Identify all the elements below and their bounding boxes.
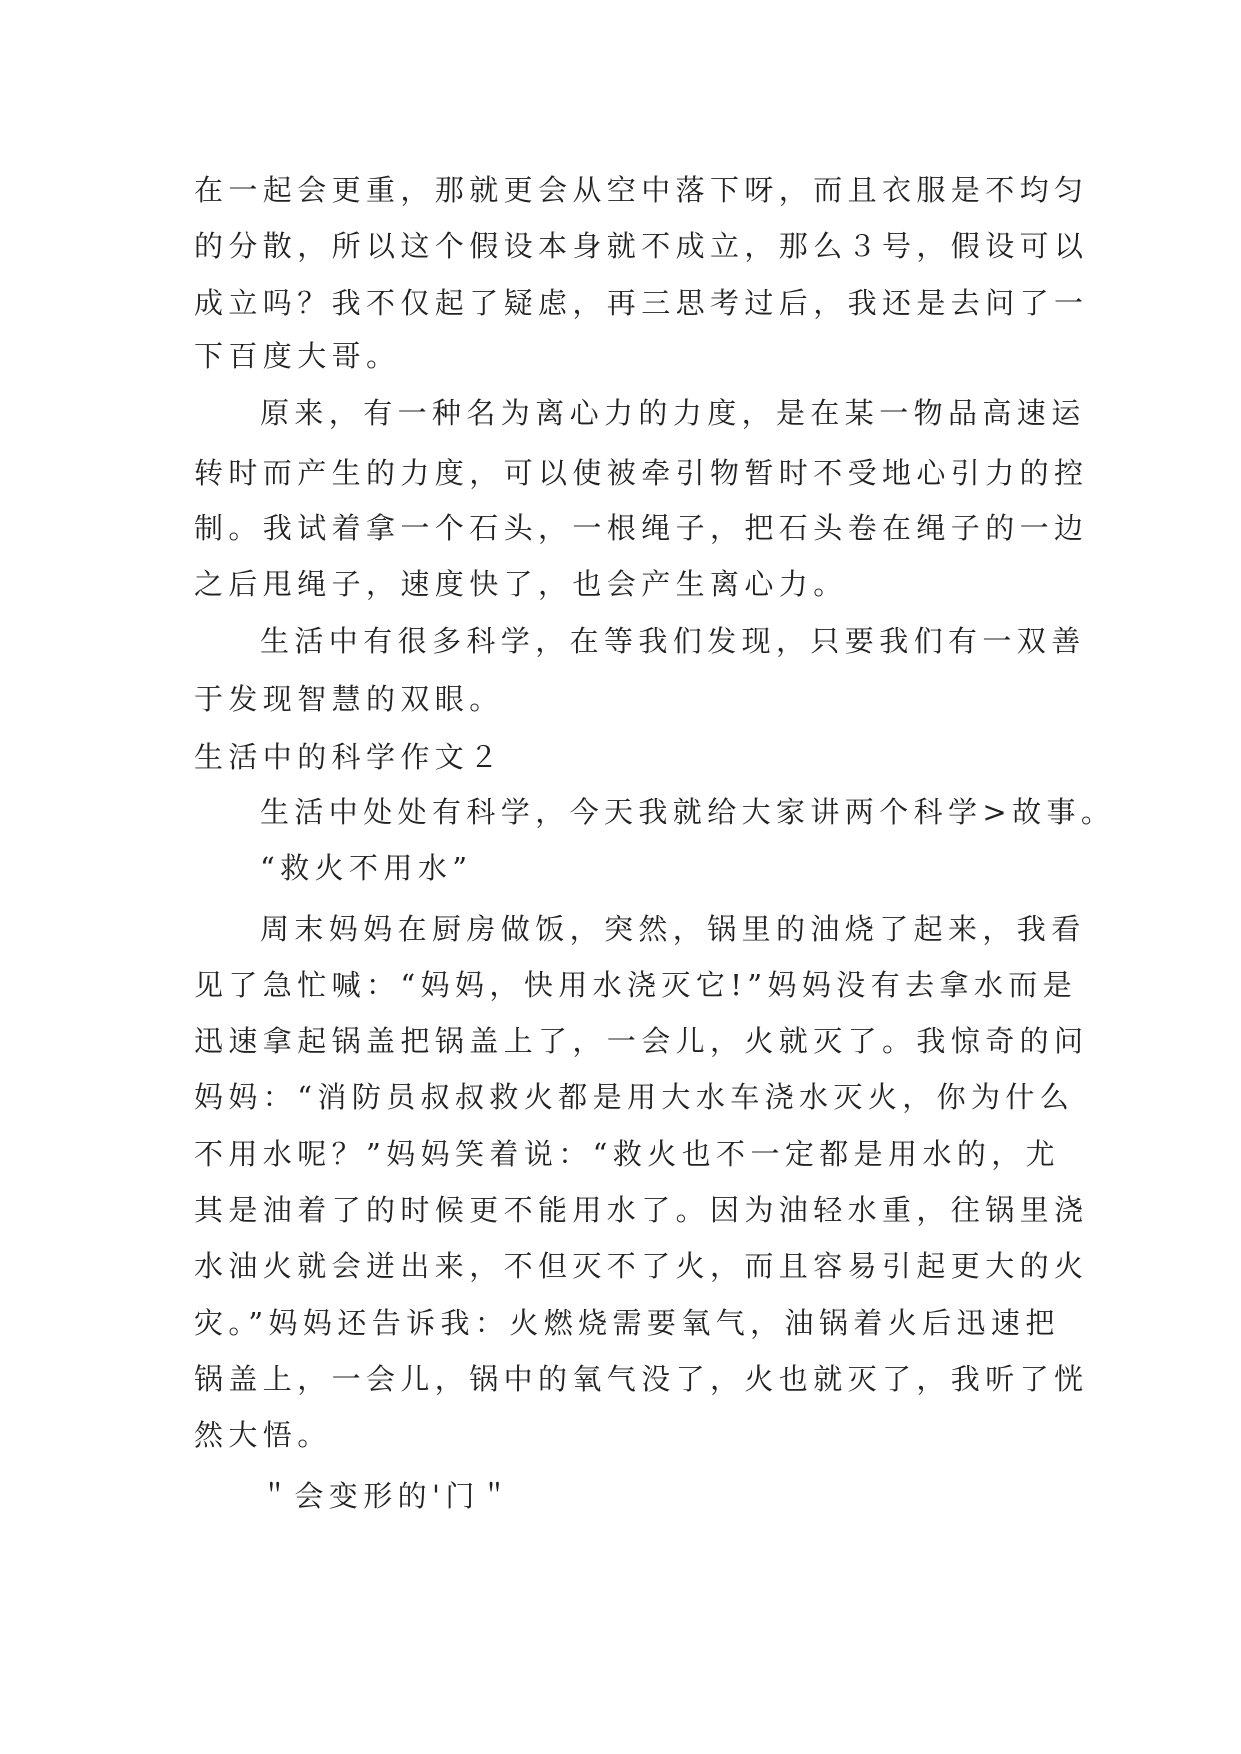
- text-line: 转时而产生的力度，可以使被牵引物暂时不受地心引力的控: [194, 456, 1089, 490]
- text-line: 迅速拿起锅盖把锅盖上了，一会儿，火就灭了。我惊奇的问: [194, 1024, 1089, 1058]
- text-line: 妈妈：“消防员叔叔救火都是用大水车浇水灭火，你为什么: [194, 1080, 1075, 1114]
- text-line: 下百度大哥。: [194, 339, 401, 373]
- text-line: 周末妈妈在厨房做饭，突然，锅里的油烧了起来，我看: [260, 912, 1086, 946]
- text-line: 于发现智慧的双眼。: [194, 682, 504, 716]
- text-line: 其是油着了的时候更不能用水了。因为油轻水重，往锅里浇: [194, 1193, 1089, 1227]
- text-line: 生活中有很多科学，在等我们发现，只要我们有一双善: [260, 624, 1086, 658]
- text-line: 水油火就会迸出来，不但灭不了火，而且容易引起更大的火: [194, 1249, 1089, 1283]
- text-line: 的分散，所以这个假设本身就不成立，那么３号，假设可以: [194, 229, 1089, 263]
- text-line: 不用水呢？”妈妈笑着说：“救火也不一定都是用水的，尤: [194, 1137, 1061, 1171]
- text-line: 在一起会更重，那就更会从空中落下呀，而且衣服是不均匀: [194, 173, 1089, 207]
- text-line: 原来，有一种名为离心力的力度，是在某一物品高速运: [260, 396, 1086, 430]
- text-line: 然大悟。: [194, 1418, 332, 1452]
- text-line: ＂会变形的'门＂: [260, 1479, 515, 1513]
- section-heading: 生活中的科学作文２: [194, 740, 504, 774]
- text-line: 成立吗？我不仅起了疑虑，再三思考过后，我还是去问了一: [194, 286, 1089, 320]
- text-line: “救火不用水”: [260, 851, 473, 885]
- text-line: 锅盖上，一会儿，锅中的氧气没了，火也就灭了，我听了恍: [194, 1362, 1089, 1396]
- text-line: 见了急忙喊：“妈妈，快用水浇灭它!”妈妈没有去拿水而是: [194, 968, 1078, 1002]
- text-line: 灾。”妈妈还告诉我：火燃烧需要氧气，油锅着火后迅速把: [194, 1306, 1060, 1340]
- text-line: 制。我试着拿一个石头，一根绳子，把石头卷在绳子的一边: [194, 511, 1089, 545]
- text-line: 生活中处处有科学，今天我就给大家讲两个科学>故事。: [260, 795, 1116, 829]
- text-line: 之后甩绳子，速度快了，也会产生离心力。: [194, 567, 848, 601]
